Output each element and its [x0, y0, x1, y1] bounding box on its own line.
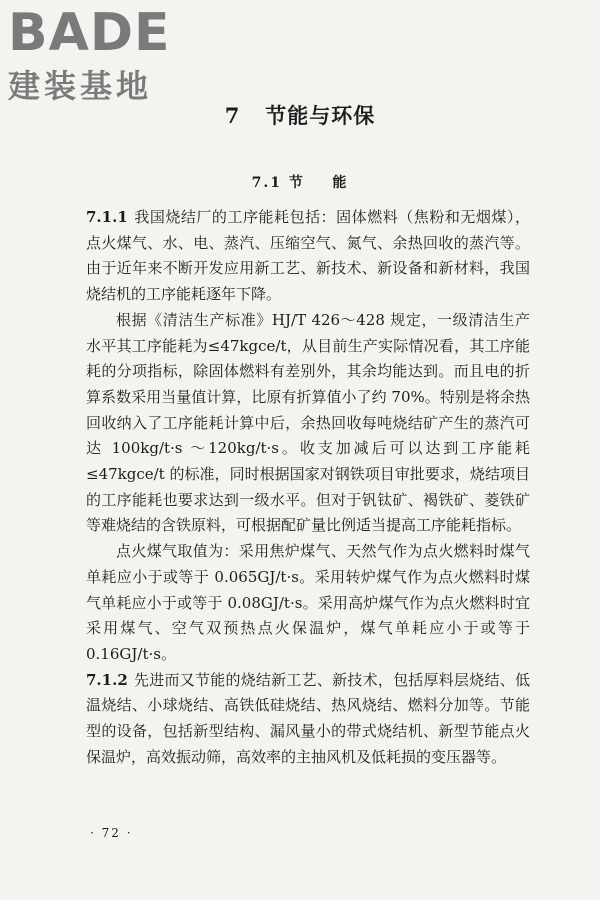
clause-text: 先进而又节能的烧结新工艺、新技术，包括厚料层烧结、低温烧结、小球烧结、高铁低硅烧结、热风烧结、燃料分加等。节能型的设备，包括新型结构、漏风量小的带式烧结机、新型节能点火保温炉，高效振动筛，高效率的主抽风机及低耗损的变压器等。	[86, 670, 530, 766]
logo-wordmark: BADE	[8, 3, 171, 63]
page-number: · 72 ·	[90, 826, 133, 840]
body-text	[86, 205, 530, 770]
paragraph: 根据《清洁生产标准》HJ/T 426～428 规定，一级清洁生产水平其工序能耗为≤47kgce/t，从目前生产实际情况看，其工序能耗的分项指标，除固体燃料有差别外，其余均能达到。而且电的折算系数采用当量值计算，比原有折算值小了约 70%。特别是将余热回收纳入了工序能耗计算中后，余热回收每吨烧结矿产生的蒸汽可达 100kg/t·s ～120kg/t·s。收支加减后可以达到工序能耗≤47kgce/t 的标准，同时根据国家对钢铁项目审批要求，烧结项目的工序能耗也要求达到一级水平。但对于钒钛矿、褐铁矿、菱铁矿等难烧结的含铁原料，可根据配矿量比例适当提高工序能耗指标。	[86, 310, 530, 535]
logo	[8, 4, 178, 106]
clause-number: 7.1.2	[86, 670, 128, 689]
chapter-title: 7 节能与环保	[224, 103, 376, 128]
clause-number: 7.1.1	[86, 208, 128, 226]
clause-7-1-1	[86, 205, 530, 308]
paragraph: 点火煤气取值为：采用焦炉煤气、天然气作为点火燃料时煤气单耗应小于或等于 0.065GJ/t·s。采用转炉煤气作为点火燃料时煤气单耗应小于或等于 0.08GJ/t·s。采用高炉煤气作为点火燃料时宜采用煤气、空气双预热点火保温炉，煤气单耗应小于或等于 0.16GJ/t·s。	[86, 542, 530, 663]
logo-subtitle: 建装基地	[8, 67, 153, 105]
section-title: 7.1 节 能	[251, 175, 349, 191]
clause-text: 我国烧结厂的工序能耗包括：固体燃料（焦粉和无烟煤），点火煤气、水、电、蒸汽、压缩空气、氮气、余热回收的蒸汽等。由于近年来不断开发应用新工艺、新技术、新设备和新材料，我国烧结机的工序能耗逐年下降。	[86, 208, 530, 304]
clause-7-1-2	[86, 668, 530, 771]
